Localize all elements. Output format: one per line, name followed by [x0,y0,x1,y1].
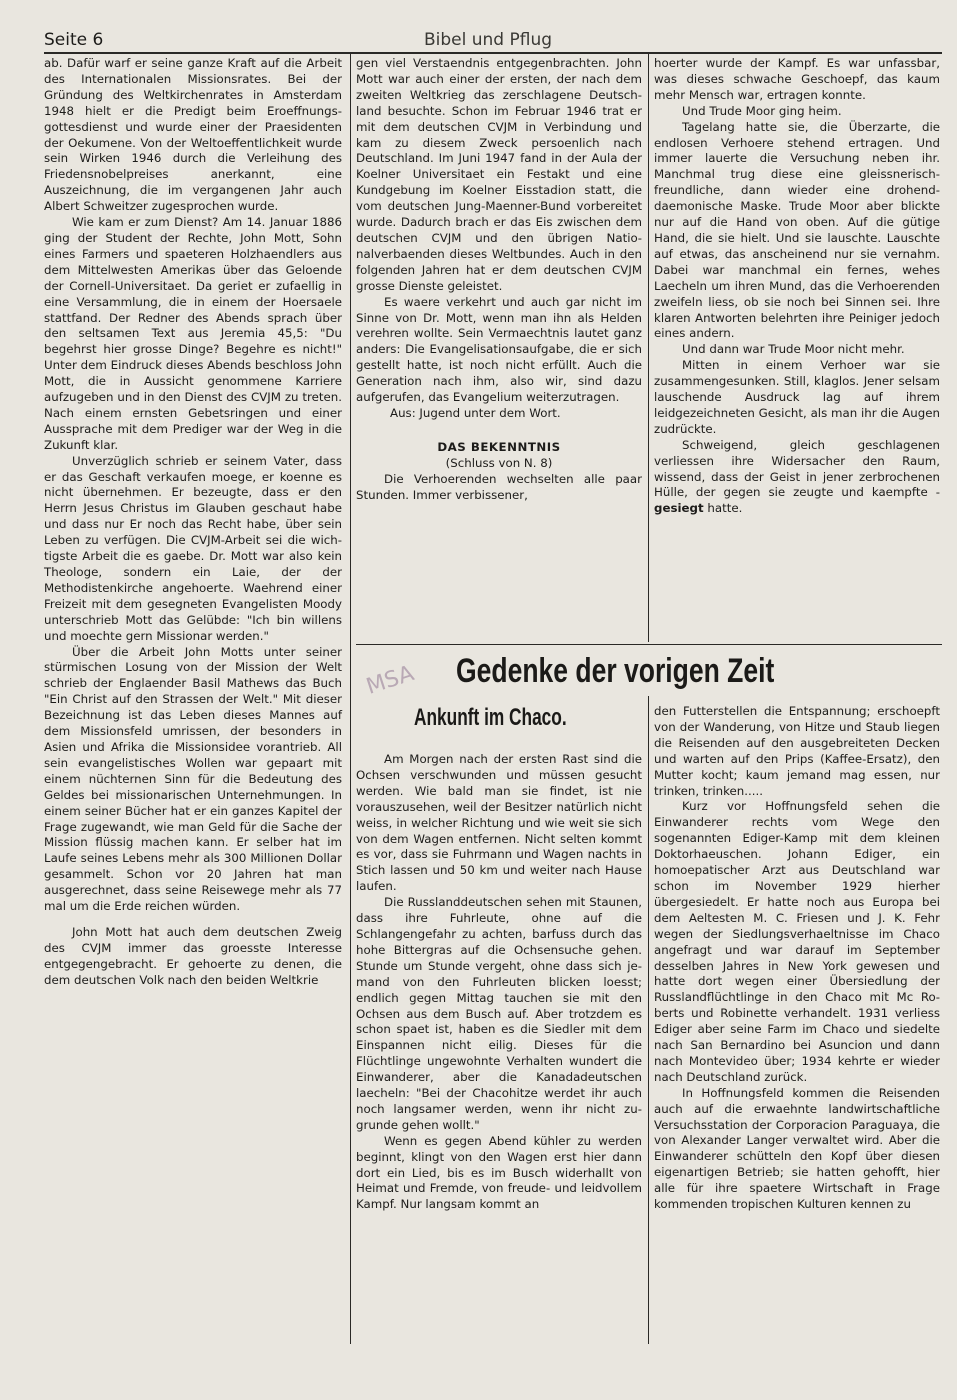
paragraph: In Hoffnungsfeld kommen die Reisenden auch auf die erwaehnte landwirtschaftliche Versuchsstation der Corporacion Paraguaya, die von Alexander Langer verwaltet wird. Aber die Einwanderer schütteln den Kopf über diesen eigenartigen Betrieb; sie hatten gehofft, hier alle für ihre spaetere Wirtschaft in Frage kommenden tropischen Kulturen kennen zu [654,1085,940,1212]
column-chaco [356,752,642,1213]
paragraph: Über die Arbeit John Motts unter seiner stürmischen Losung von der Mission der Welt schrieb der Englaender Basil Mathews das Buch "Ein Christ auf den Strassen der Welt." Mit dieser Bezeichnung ist das Leben dieses Mannes auf dem Missionsfeld umrissen, der besonders in Asien und Afrika die Missionsidee vorantrieb. All sein evangelistisches Wollen war gepaart mit einem nüchternen Sinn für die Bedeutung des Geldes bei missionarischen Unternehmungen. In einem seiner Bücher hat er ein ganzes Kapitel der Frage zugewandt, wie man Geld für die Sache der Mission flüssig machen kann. Er selber hat im Laufe seines Lebens mehr als 300 Millionen Dollar gesammelt. Schon vor 20 Jahren hat man ausgerechnet, dass seine Reisewege mehr als 77 mal um die Erde reichen würden. [44,644,342,914]
paragraph: Die Russlanddeutschen sehen mit Staunen, dass ihre Fuhrleute, ohne auf die Schlangengefahr zu achten, barfuss durch das hohe Bittergras auf die Ochsensuche gehen. Stunde um Stunde vergeht, ohne dass sich jemand von den Fuhrleuten blicken loesst; endlich gegen Mittag tauchen sie mit den Ochsen aus dem Busch auf. Aber trotzdem es schon spaet ist, haben es die Siedler mit dem Einspannen nicht eilig. Dieses für die Flüchtlinge ungewohnte Verhalten wundert die Einwanderer, aber die Kanadadeutschen laecheln: "Bei der Chacohitze werdet ihr auch noch langsamer werden, wenn ihr nicht zugrunde gehen wollt." [356,895,642,1132]
paragraph: Schweigend, gleich geschlagenen verliessen ihre Widersacher den Raum, wissend, dass der Geist in jener zerbrochenen Hülle, der gegen sie zeugte und kaempfte - [654,437,940,500]
ink-stamp: MSA [363,661,418,700]
publication-title: Bibel und Pflug [424,30,553,50]
section-title-bekenntnis: DAS BEKENNTNIS [437,439,561,454]
headline: Gedenke der vorigen Zeit [456,652,775,690]
paragraph: den Futterstellen die Entspannung; erschoepft von der Wanderung, von Hitze und Staub liegen die Reisenden auf den ausgebreiteten Decken und warten auf den Prips (Kaffee-Ersatz), den Mutter kocht; kaum jemand mag essen, nur trinken, trinken..... [654,704,940,798]
section-divider [356,644,942,645]
subheadline: Ankunft im Chaco. [414,704,567,731]
paragraph-final [654,438,940,518]
paragraph: gen viel Verstaendnis entgegenbrachten. John Mott war auch einer der ersten, der nach dem zweiten Weltkrieg das zerschlagene Deutschland besuchte. Schon im Februar 1946 trat er mit dem deutschen CVJM in Verbindung und kam zu diesem Zweck persoenlich nach Deutschland. Im Juni 1947 fand in der Aula der Koelner Universitaet ein Festakt und eine Kundgebung im Koelner Eisstadion statt, die vom deutschen Jung-Maenner-Bund vorbereitet wurde. Dadurch brach er das Eis zwischen dem deutschen CVJM und den übrigen Nationalverbaenden dieses Weltbundes. Auch in den folgenden Jahren hat er dem deutschen CVJM grosse Dienste geleistet. [356,56,642,293]
paragraph: Und dann war Trude Moor nicht mehr. [682,342,905,357]
column-bekenntnis-continued [654,56,940,517]
column-divider [350,54,351,1344]
column-divider [648,54,649,642]
paragraph: Tagelang hatte sie, die Überzarte, die endlosen Verhoere stehend ertragen. Und immer lauerte die Versuchung neben ihr. Manchmal trug diese eine gleissnerisch-freundliche, dann wieder eine drohend-daemonische Maske. Trude Moor aber blickte nur auf die Hand von oben. Auf die gütige Hand, die sie hielt. Und sie lauschte. Lauschte auf etwas, das anscheinend nur sie vernahm. Dabei war manchmal ein fernes, wehes Laecheln um ihren Mund, das die Verhoerenden zweifeln liess, ob sie noch bei Sinnen sei. Ihre klaren Antworten belehrten ihre Peiniger jedoch eines andern. [654,119,940,341]
paragraph: Die Verhoerenden wechselten alle paar Stunden. Immer verbissener, [356,471,642,502]
paragraph: John Mott hat auch dem deutschen Zweig des CVJM immer das groesste Interesse entgegengebracht. Er gehoerte zu denen, die dem deutschen Volk nach den beiden Weltkrie [44,924,342,987]
column-divider [648,696,649,1344]
page-number: Seite 6 [44,30,104,50]
paragraph: Unverzüglich schrieb er seinem Vater, dass er das Geschaft verkaufen moege, er koenne es nicht übernehmen. Er bezeugte, dass er den Herrn Jesus Christus im Glauben geschaut habe und dass nur Er noch das Recht habe, über sein Leben zu verfügen. Die CVJM-Arbeit sei die wichtigste Arbeit die es gaebe. Dr. Mott war also kein Theologe, sondern ein Laie, der der Methodistenkirche angehoerte. Waehrend einer Freizeit mit dem gesegneten Evangelisten Moody unterschrieb Mott das Gelübde: "Ich bin willens und moechte gern Missionar werden." [44,453,342,643]
paragraph: Und Trude Moor ging heim. [682,103,842,118]
page-header [44,28,942,54]
paragraph: Wie kam er zum Dienst? Am 14. Januar 1886 ging der Student der Rechte, John Mott, Sohn eines Farmers und spaeteren Holzhaendlers aus dem Mittelwesten Amerikas über das Geloende der Cornell-Universitaet. Da geriet er zufaellig in eine Versammlung, die in einem der Hoersaele stattfand. Der Redner des Abends sprach über den seltsamen Text aus Jeremia 45,5: "Du begehrst hier grosse Dinge? Begehre es nicht!" Unter dem Eindruck dieses Abends beschloss John Mott, die in Aussicht genommene Karriere aufzugeben und in den Dienst des CVJM zu treten. Nach einem ernsten Gebetsringen und einer Aussprache mit dem Prediger war der Weg in die Zukunft klar. [44,215,342,452]
section-subtitle-bekenntnis: (Schluss von N. 8) [445,455,553,470]
paragraph-tail: hatte. [703,501,743,516]
emphasis-word: gesiegt [654,501,704,516]
paragraph: Am Morgen nach der ersten Rast sind die Ochsen verschwunden und müssen gesucht werden. Wie bald man sie findet, ist nie vorauszusehen, weil der Besitzer natürlich nicht weiss, in welcher Richtung und wie weit sie sich von dem Wagen entfernen. Nicht selten kommt es vor, dass sie Fuhrmann und Wagen nachts in Stich lassen und 50 km und weiter nach Hause laufen. [356,752,642,894]
column-chaco-continued [654,704,940,1213]
paragraph: hoerter wurde der Kampf. Es war unfassbar, was dieses schwache Geschoepf, das kaum mehr Mensch war, ertragen konnte. [654,56,940,102]
paragraph: Mitten in einem Verhoer war sie zusammengesunken. Still, klaglos. Jener selsam lauschende Ausdruck lag auf ihrem leidgezeichneten Gesicht, als man ihr die Augen zudrückte. [654,358,940,436]
paragraph: Wenn es gegen Abend kühler zu werden beginnt, klingt von den Wagen erst hier dann dort ein Lied, bis es im Busch widerhallt von Heimat und Fremde, von freude- und leidvollem Kampf. Nur langsam kommt an [356,1133,642,1212]
paragraph: Kurz vor Hoffnungsfeld sehen die Einwanderer rechts vom Wege den sogenannten Ediger-Kamp mit dem kleinen Doktorhaeuschen. Johann Ediger, ein homoepatischer Arzt aus Deutschland war schon im November 1929 hierher übergesiedelt. Er hatte noch aus Europa bei dem Aeltesten M. C. Friesen und J. K. Fehr wegen der Siedlungsverhaeltnisse im Chaco angefragt und war darauf im September desselben Jahres in New York gewesen und hatte dort wegen einer Übersiedlung der Russlandflüchtlinge in den Chaco mit Mc Roberts und Robinette verhandelt. 1931 verliess Ediger aber seine Farm im Chaco und siedelte nach San Bernardino bei Asuncion und dann nach Montevideo über; 1934 kehrte er wieder nach Deutschland zurück. [654,799,940,1084]
paragraph: ab. Dafür warf er seine ganze Kraft auf die Arbeit des Internationalen Missionsrates. Bei der Gründung des Weltkirchenrates in Amsterdam 1948 hielt er die Predigt beim Eroeffnungsgottesdienst und wurde einer der Praesidenten der Oekumene. Von der Weltoeffentlichkeit wurde sein Wirken 1946 durch die Verleihung des Friedensnobelpreises anerkannt, eine Auszeichnung, die im vergangenen Jahr auch Albert Schweitzer zugesprochen wurde. [44,56,342,214]
source-note: Aus: Jugend unter dem Wort. [390,405,561,420]
column-john-mott [44,56,342,989]
paragraph: Es waere verkehrt und auch gar nicht im Sinne von Dr. Mott, wenn man ihn als Helden verehren wollte. Sein Vermaechtnis lautet ganz anders: Die Evangelisationsaufgabe, die er sich gestellt hatte, ist noch nicht erfüllt. Auch die Generation nach ihm, also wir, sind dazu aufgerufen, das Evangelium weiterzutragen. [356,294,642,405]
column-john-mott-continued [356,56,642,503]
